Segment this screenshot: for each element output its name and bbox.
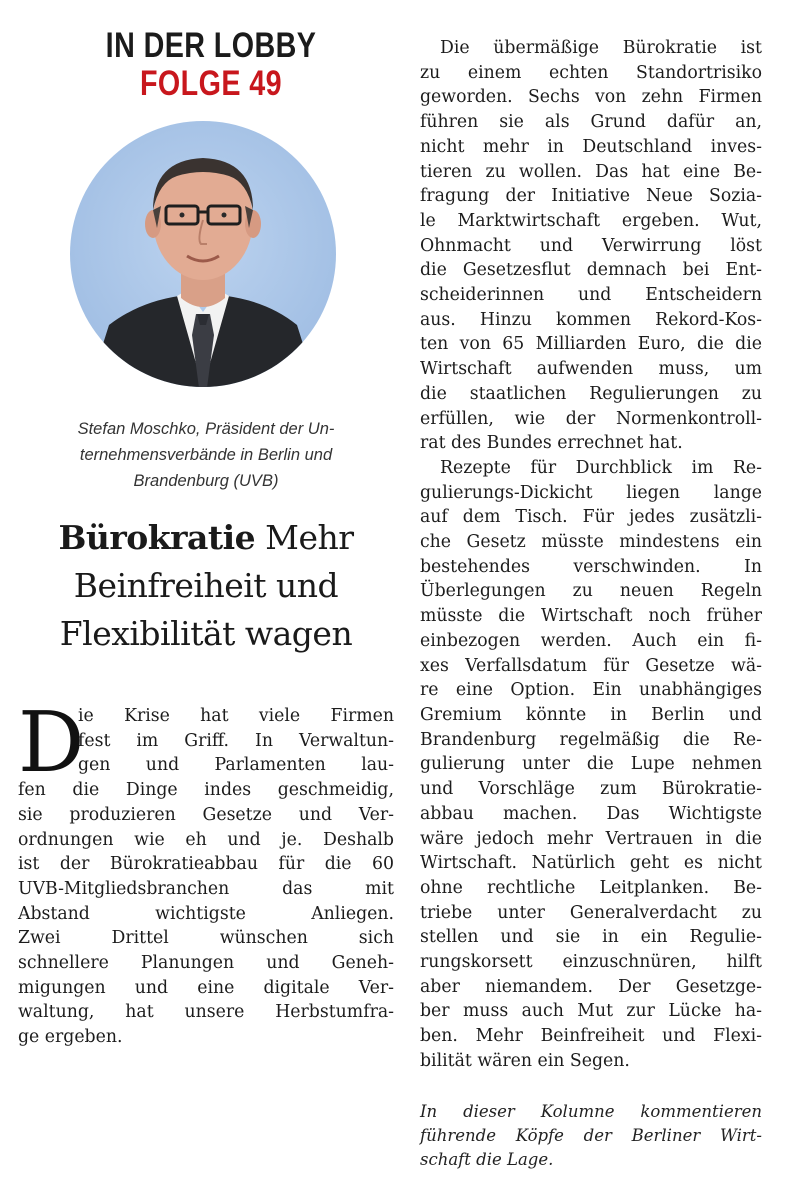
caption-line: ternehmensverbände in Berlin und [79, 446, 333, 464]
text-line: fragung der Initiative Neue Sozia- [420, 186, 762, 207]
text-line: gulierungs-Dickicht liegen lange [420, 482, 762, 503]
text-line: migungen und eine digitale Ver- [18, 977, 394, 998]
text-line: ben. Mehr Beinfreiheit und Flexi- [420, 1026, 762, 1047]
note-line: schaft die Lage. [420, 1149, 554, 1169]
text-line: führen sie als Grund dafür an, [420, 112, 762, 133]
text-line: ge ergeben. [18, 1027, 123, 1048]
text-line: xes Verfallsdatum für Gesetze wä- [420, 655, 762, 676]
text-line: einbezogen werden. Auch ein fi- [420, 630, 762, 651]
drop-cap: D [18, 694, 85, 791]
caption-line: Stefan Moschko, Präsident der Un- [77, 420, 335, 438]
text-line: UVB-Mitgliedsbranchen das mit [18, 878, 394, 899]
note-line: führende Köpfe der Berliner Wirt- [420, 1125, 762, 1145]
headline-line3: Flexibilität wagen [59, 614, 353, 653]
text-line: Ohnmacht und Verwirrung löst [420, 235, 762, 256]
note-line: In dieser Kolumne kommentieren [420, 1101, 762, 1121]
text-line: tieren zu wollen. Das hat eine Be- [420, 161, 762, 182]
text-line: rat des Bundes errechnet hat. [420, 433, 683, 454]
text-line: müsste die Wirtschaft noch früher [420, 606, 762, 627]
text-line: aus. Hinzu kommen Rekord-Kos- [420, 309, 762, 330]
text-line: schnellere Planungen und Geneh- [18, 953, 394, 974]
text-line: abbau machen. Das Wichtigste [420, 803, 762, 824]
text-line: zu einem echten Standortrisiko [420, 62, 762, 83]
article-body-left [18, 694, 394, 1050]
text-line: Wirtschaft aufwenden muss, um [420, 359, 762, 380]
text-line: sie produzieren Gesetze und Ver- [18, 804, 394, 825]
text-line: die staatlichen Regulierungen zu [420, 383, 762, 404]
text-line: Überlegungen zu neuen Regeln [420, 581, 762, 602]
text-line: che Gesetz müsste mindestens ein [420, 532, 762, 553]
portrait-photo-icon [69, 120, 337, 388]
text-line: le Marktwirtschaft ergeben. Wut, [420, 210, 762, 231]
text-line: die Gesetzesflut demnach bei Ent- [420, 260, 762, 281]
photo-caption [18, 416, 394, 494]
column-note [420, 1100, 762, 1172]
text-line: Abstand wichtigste Anliegen. [18, 903, 394, 924]
text-line: aber niemandem. Der Gesetzge- [420, 976, 762, 997]
text-line: ten von 65 Milliarden Euro, die die [420, 334, 762, 355]
text-line: gen und Parlamenten lau- [78, 755, 394, 776]
text-line: ist der Bürokratieabbau für die 60 [18, 854, 394, 875]
text-line: ohne rechtliche Leitplanken. Be- [420, 877, 762, 898]
text-line: fest im Griff. In Verwaltun- [78, 730, 394, 751]
text-line: Wirtschaft. Natürlich geht es nicht [420, 853, 762, 874]
text-line: nicht mehr in Deutschland inves- [420, 136, 762, 157]
text-line: Rezepte für Durchblick im Re- [440, 457, 762, 478]
text-line: ber muss auch Mut zur Lücke ha- [420, 1001, 762, 1022]
text-line: Zwei Drittel wünschen sich [18, 928, 394, 949]
text-line: waltung, hat unsere Herbstumfra- [18, 1002, 394, 1023]
text-line: Gremium könnte in Berlin und [420, 704, 762, 725]
text-line: Die übermäßige Bürokratie ist [440, 38, 762, 58]
column-episode: FOLGE 49 [139, 64, 283, 103]
left-column [18, 28, 394, 1050]
column-title: IN DER LOBBY [105, 26, 317, 65]
author-portrait [69, 120, 337, 388]
text-line: erfüllen, wie der Normenkontroll- [420, 408, 762, 429]
article-body-right [420, 36, 762, 1074]
text-line: Brandenburg regelmäßig die Re- [420, 729, 762, 750]
text-line: bestehendes verschwinden. In [420, 556, 762, 577]
text-line: fen die Dinge indes geschmeidig, [18, 780, 394, 801]
text-line: ie Krise hat viele Firmen [78, 706, 394, 726]
text-line: triebe unter Generalverdacht zu [420, 902, 762, 923]
article-headline [18, 514, 394, 658]
text-line: re eine Option. Ein unabhängiges [420, 680, 762, 701]
headline-line1: Mehr [255, 518, 354, 557]
text-line: stellen und sie in ein Regulie- [420, 927, 762, 948]
paragraph-1 [420, 36, 762, 456]
right-column [420, 36, 762, 1172]
paragraph-2 [420, 456, 762, 1074]
text-line: bilität wären ein Segen. [420, 1050, 630, 1071]
text-line: ordnungen wie eh und je. Deshalb [18, 829, 394, 850]
caption-line: Brandenburg (UVB) [133, 472, 279, 490]
text-line: gulierung unter die Lupe nehmen [420, 754, 762, 775]
text-line: auf dem Tisch. Für jedes zusätzli- [420, 507, 762, 528]
text-line: geworden. Sechs von zehn Firmen [420, 87, 762, 108]
headline-kicker: Bürokratie [58, 518, 256, 557]
text-line: wäre jedoch mehr Vertrauen in die [420, 828, 762, 849]
text-line: scheiderinnen und Entscheidern [420, 285, 762, 306]
text-line: rungskorsett einzuschnüren, hilft [420, 952, 762, 973]
text-line: und Vorschläge zum Bürokratie- [420, 779, 762, 800]
headline-line2: Beinfreiheit und [73, 566, 339, 605]
